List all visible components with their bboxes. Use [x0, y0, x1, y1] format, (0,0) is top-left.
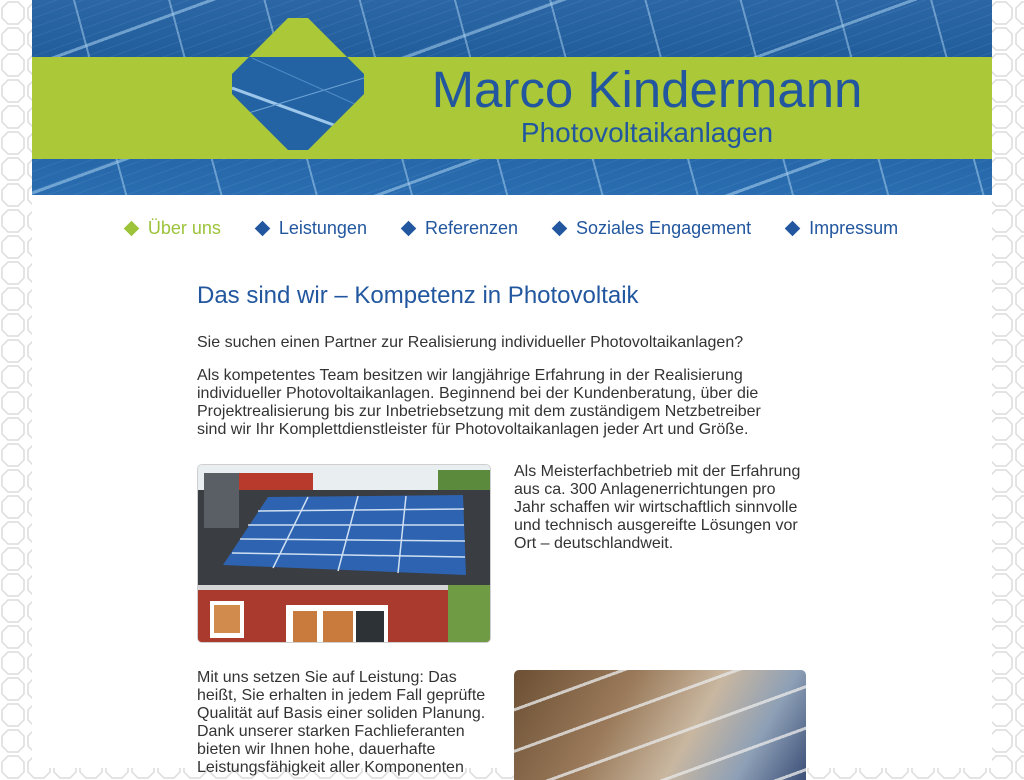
diamond-icon — [124, 220, 140, 236]
team-paragraph: Als kompetentes Team besitzen wir langjährige Erfahrung in der Realisierung individueller Photovoltaikanlagen. Beginnend bei der Kundenberatung, über die Projektrealisierung bis zur Inbetriebsetzung mit dem zuständigem Netzbetreiber sind wir Ihr Komplettdienstleister für Photovoltaikanlagen jeder Art und Größe. — [197, 367, 761, 438]
intro-question: Sie suchen einen Partner zur Realisierung individueller Photovoltaikanlagen? — [197, 334, 744, 351]
page-heading: Das sind wir – Kompetenz in Photovoltaik — [197, 282, 639, 309]
diamond-icon — [255, 220, 271, 236]
nav-item-ueber-uns[interactable] — [126, 215, 221, 241]
site-title: Marco Kindermann — [431, 61, 863, 118]
green-diamond-logo-icon — [232, 18, 364, 150]
nav-item-soziales-engagement[interactable] — [554, 215, 751, 241]
nav-label: Soziales Engagement — [576, 217, 752, 238]
nav-label: Leistungen — [278, 217, 367, 238]
nav-item-impressum[interactable] — [787, 215, 898, 241]
house-solar-roof-illustration — [198, 465, 490, 642]
meister-paragraph: Als Meisterfachbetrieb mit der Erfahrung aus ca. 300 Anlagenerrichtungen pro Jahr schaffen wir wirtschaftlich sinnvolle und technisch ausgereifte Lösungen vor Ort – deutschlandweit. — [514, 463, 801, 552]
solar-panels-reflection-image — [514, 670, 806, 780]
nav-item-referenzen[interactable] — [403, 215, 518, 241]
diamond-icon — [785, 220, 801, 236]
site-subtitle: Photovoltaikanlagen — [520, 117, 774, 148]
nav-label: Impressum — [809, 217, 899, 238]
page-container — [32, 0, 992, 776]
diamond-icon — [401, 220, 417, 236]
header-banner — [32, 0, 992, 195]
leistung-paragraph: Mit uns setzen Sie auf Leistung: Das heißt, Sie erhalten in jedem Fall geprüfte Qualität auf Basis einer soliden Planung. Dank unserer starken Fachlieferanten bieten wir Ihnen hohe, dauerhafte Leistungsfähigkeit aller Komponenten — [197, 669, 486, 776]
house-solar-roof-image — [197, 464, 491, 643]
main-content — [197, 280, 809, 776]
main-nav — [32, 215, 992, 241]
nav-label: Referenzen — [424, 217, 519, 238]
nav-item-leistungen[interactable] — [257, 215, 367, 241]
nav-label: Über uns — [147, 217, 221, 238]
diamond-icon — [552, 220, 568, 236]
